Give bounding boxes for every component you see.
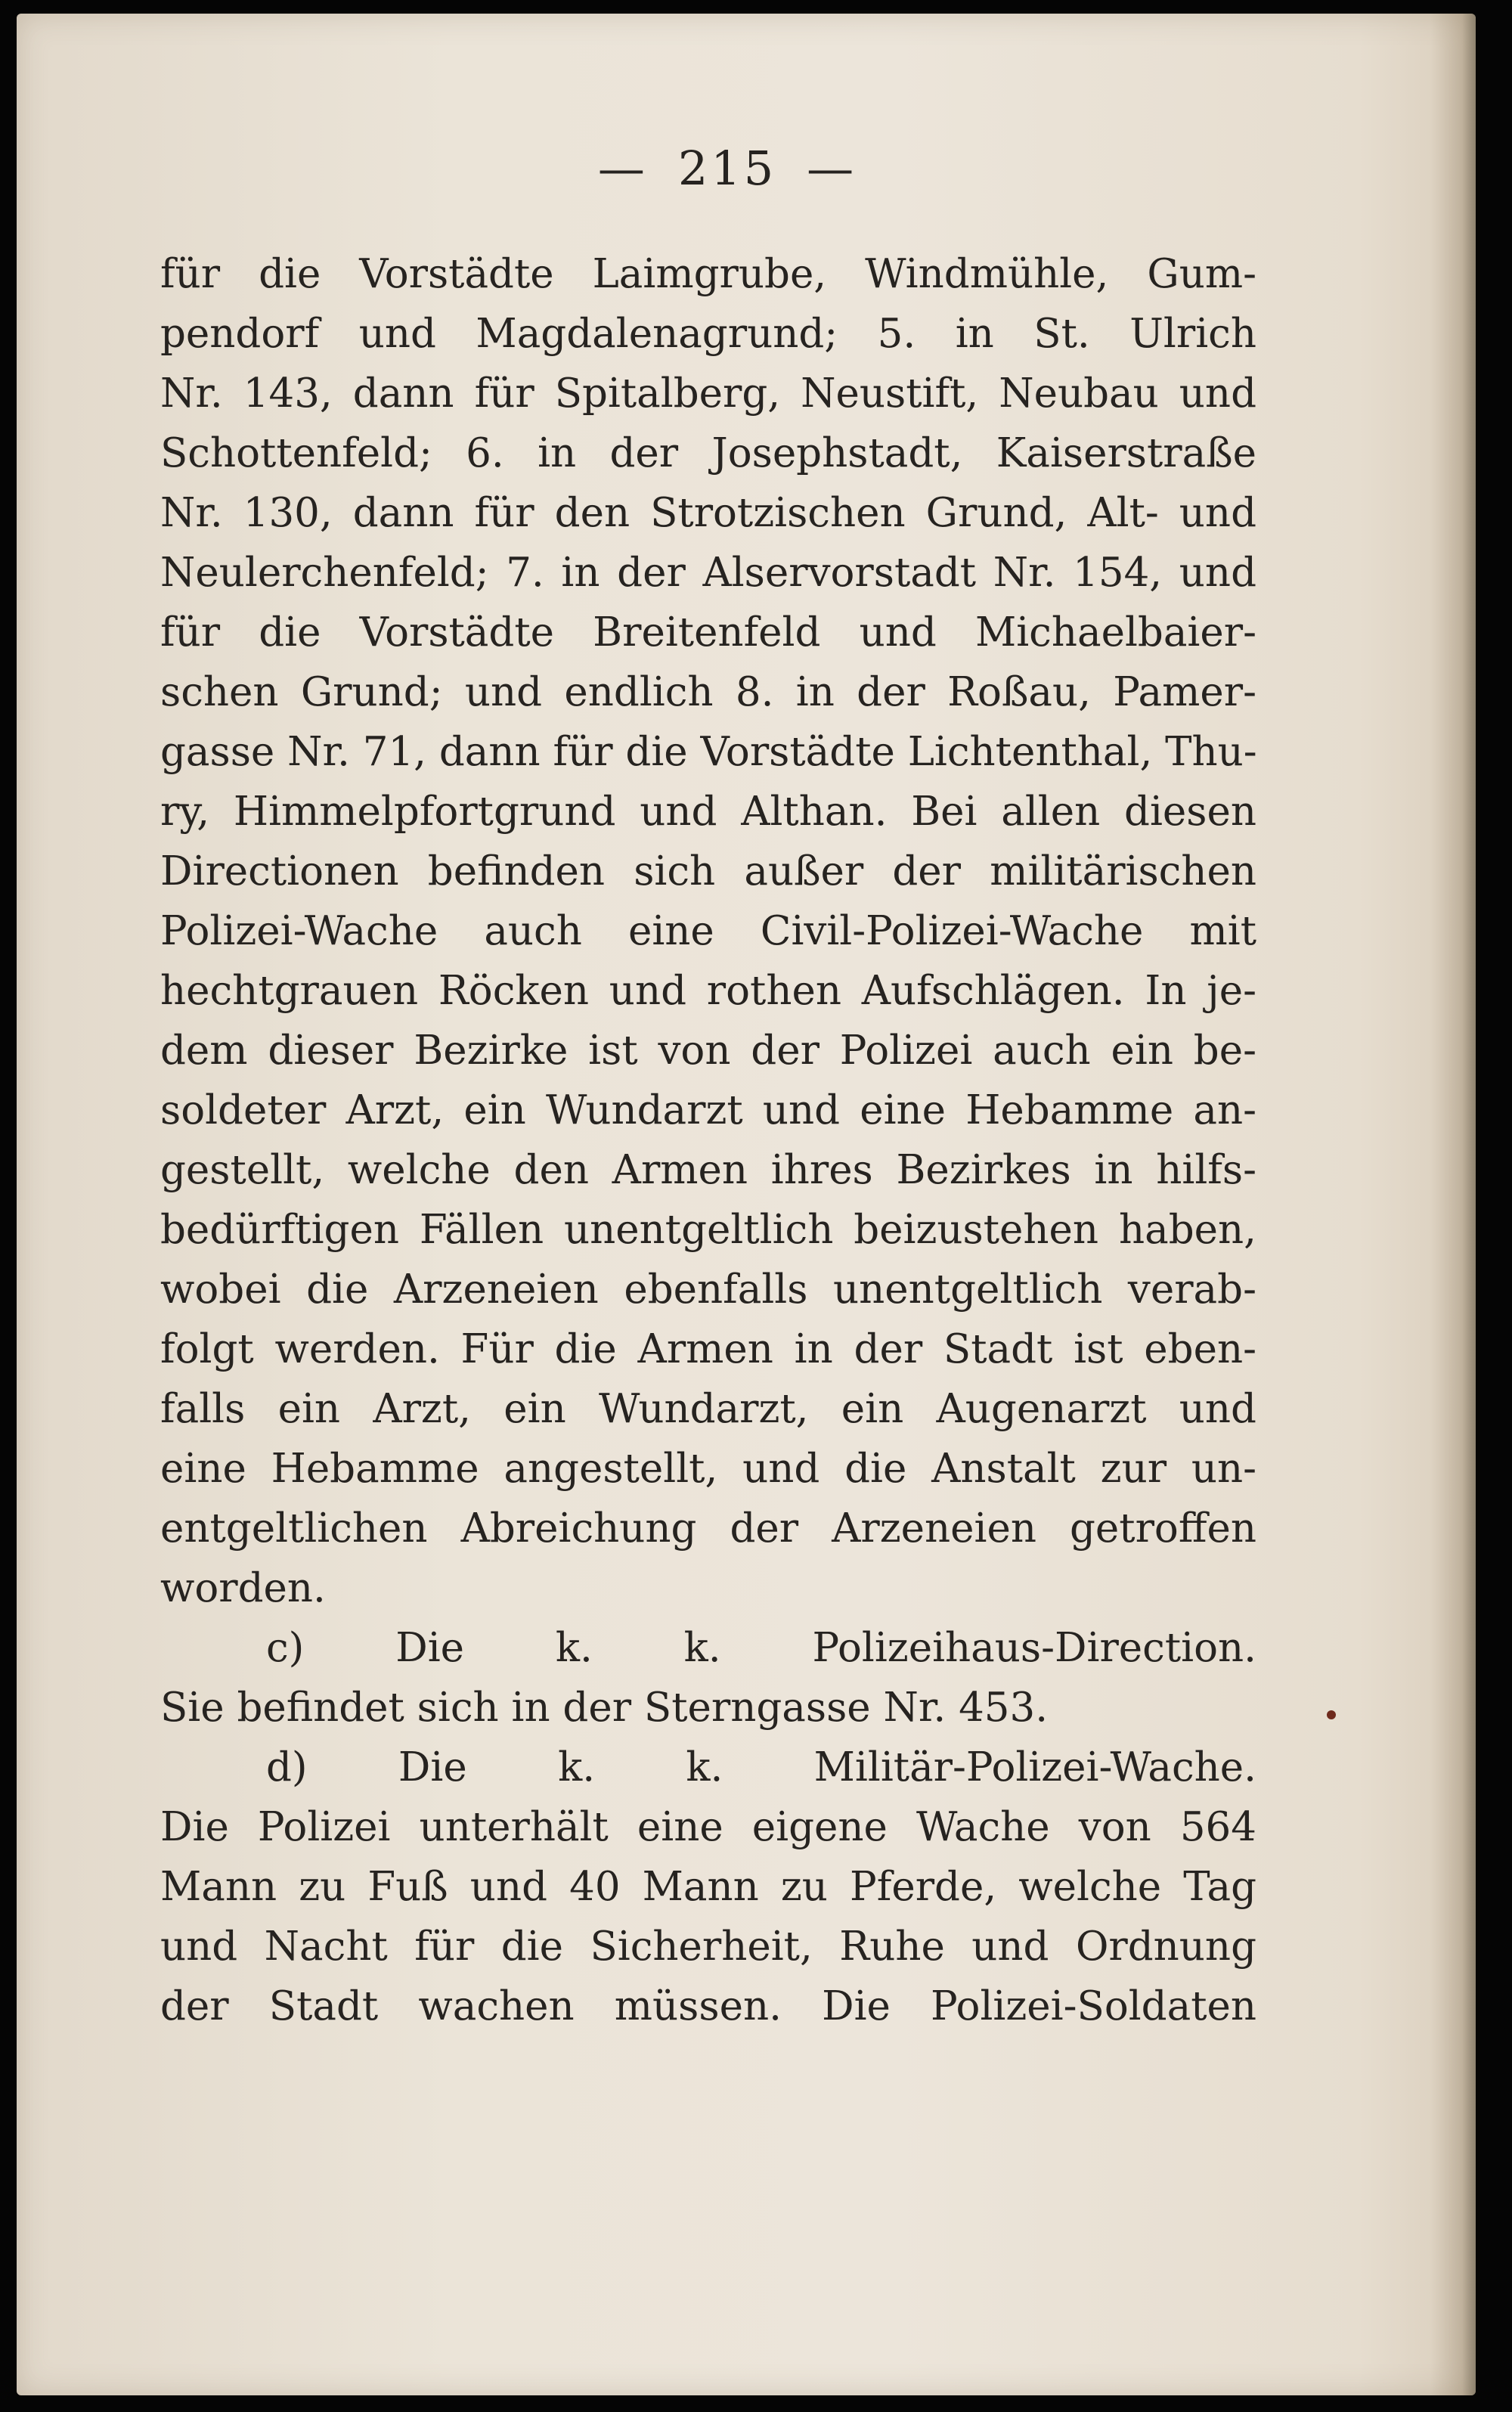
text-line: worden. xyxy=(160,1565,326,1611)
text-line: pendorf und Magdalenagrund; 5. in St. Ulrich xyxy=(160,311,1256,357)
text-line: soldeter Arzt, ein Wundarzt und eine Hebamme an- xyxy=(160,1087,1256,1133)
text-line: Mann zu Fuß und 40 Mann zu Pferde, welche Tag xyxy=(160,1864,1256,1910)
section-heading-c: c) Die k. k. Polizeihaus-Direction. xyxy=(266,1625,1256,1671)
text-line: hechtgrauen Röcken und rothen Aufschlägen. In je- xyxy=(160,968,1256,1014)
body-text xyxy=(160,244,1256,2036)
text-line: Nr. 130, dann für den Strotzischen Grund, Alt- und xyxy=(160,490,1256,536)
header-dash-left: — xyxy=(597,141,648,196)
section-heading-d: d) Die k. k. Militär-Polizei-Wache. xyxy=(266,1744,1256,1790)
text-line: dem dieser Bezirke ist von der Polizei auch ein be- xyxy=(160,1028,1256,1074)
text-line: bedürftigen Fällen unentgeltlich beizustehen haben, xyxy=(160,1207,1256,1253)
page-header xyxy=(17,141,1438,196)
text-line: eine Hebamme angestellt, und die Anstalt zur un- xyxy=(160,1446,1256,1492)
page-number: 215 xyxy=(677,141,777,196)
page-edge-shadow xyxy=(1430,14,1476,2395)
text-line: und Nacht für die Sicherheit, Ruhe und Ordnung xyxy=(160,1924,1256,1970)
text-line: wobei die Arzeneien ebenfalls unentgeltlich verab- xyxy=(160,1266,1256,1313)
text-line: Sie befindet sich in der Sterngasse Nr. 453. xyxy=(160,1685,1049,1731)
text-line: der Stadt wachen müssen. Die Polizei-Soldaten xyxy=(160,1983,1256,2029)
text-line: gasse Nr. 71, dann für die Vorstädte Lichtenthal, Thu- xyxy=(160,729,1257,775)
text-line: schen Grund; und endlich 8. in der Roßau, Pamer- xyxy=(160,669,1256,715)
text-line: Neulerchenfeld; 7. in der Alservorstadt Nr. 154, und xyxy=(160,550,1256,596)
text-line: für die Vorstädte Laimgrube, Windmühle, Gum- xyxy=(160,251,1256,297)
text-line: Polizei-Wache auch eine Civil-Polizei-Wache mit xyxy=(160,908,1256,954)
book-page xyxy=(17,14,1476,2395)
text-line: für die Vorstädte Breitenfeld und Michaelbaier- xyxy=(160,609,1256,656)
text-line: Nr. 143, dann für Spitalberg, Neustift, Neubau und xyxy=(160,370,1256,417)
text-line: Schottenfeld; 6. in der Josephstadt, Kaiserstraße xyxy=(160,430,1256,476)
text-line: Die Polizei unterhält eine eigene Wache von 564 xyxy=(160,1804,1256,1850)
paper-speck xyxy=(1327,1710,1336,1719)
text-line: ry, Himmelpfortgrund und Althan. Bei allen diesen xyxy=(160,789,1256,835)
text-line: entgeltlichen Abreichung der Arzeneien getroffen xyxy=(160,1505,1256,1552)
text-line: Directionen befinden sich außer der militärischen xyxy=(160,848,1256,894)
text-line: falls ein Arzt, ein Wundarzt, ein Augenarzt und xyxy=(160,1386,1256,1432)
text-line: folgt werden. Für die Armen in der Stadt ist eben- xyxy=(160,1326,1256,1372)
text-line: gestellt, welche den Armen ihres Bezirkes in hilfs- xyxy=(160,1147,1256,1193)
header-dash-right: — xyxy=(807,141,857,196)
